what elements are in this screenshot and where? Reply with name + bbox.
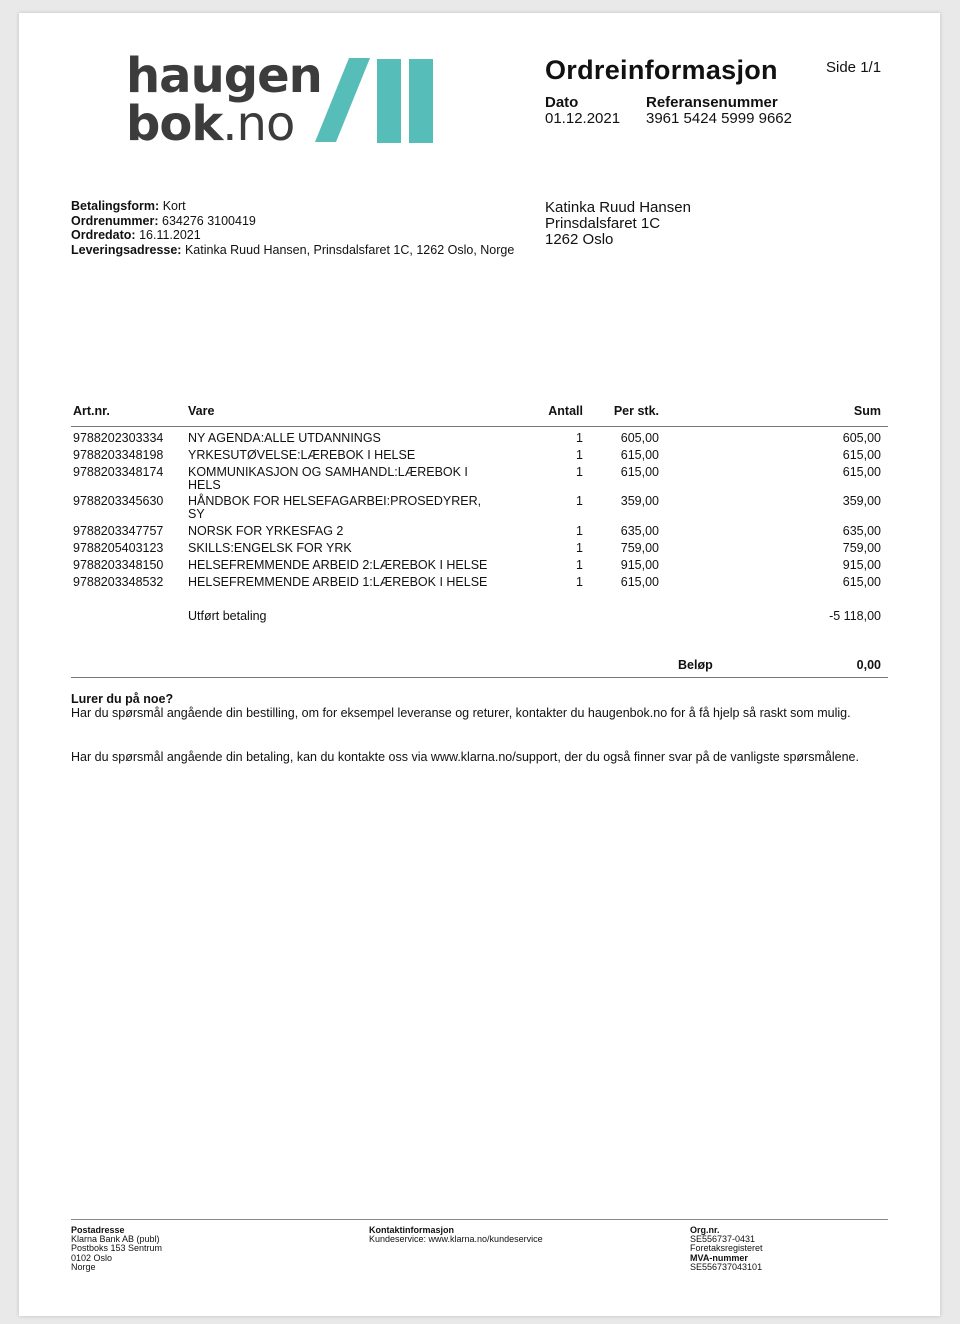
reference-value: 3961 5424 5999 9662 (646, 110, 792, 127)
delivery-address-label: Leveringsadresse: (71, 243, 182, 258)
cell-sum: 759,00 (842, 541, 881, 555)
recipient-address (545, 200, 691, 248)
col-header-unit: Per stk. (613, 404, 659, 418)
cell-sum: 615,00 (842, 575, 881, 589)
order-number-value: 634276 3100419 (162, 213, 256, 228)
footer-divider (71, 1219, 888, 1220)
amount-label: Beløp (678, 658, 713, 672)
cell-sum: 359,00 (842, 494, 881, 508)
cell-qty: 1 (576, 465, 583, 479)
date-value: 01.12.2021 (545, 110, 621, 127)
cell-sum: 615,00 (842, 448, 881, 462)
order-date-label: Ordredato: (71, 228, 136, 243)
recipient-name: Katinka Ruud Hansen (545, 199, 691, 216)
footer-postal-line: 0102 Oslo (71, 1252, 113, 1263)
help-paragraph-payment: Har du spørsmål angående din betaling, kan du kontakte oss via www.klarna.no/support, der du også finner svar på de vanligste spørsmålene. (71, 750, 859, 764)
table-header-divider (71, 426, 888, 427)
cell-unit: 759,00 (620, 541, 659, 555)
cell-qty: 1 (576, 431, 583, 445)
order-date-line (71, 228, 521, 243)
recipient-city: 1262 Oslo (545, 231, 614, 248)
date-label: Dato (545, 94, 579, 111)
footer-postal-label: Postadresse (71, 1225, 125, 1235)
footer-vat-value: SE556737043101 (690, 1261, 763, 1272)
cell-item: HELSEFREMMENDE ARBEID 2:LÆREBOK I HELSE (188, 558, 488, 572)
brand-logo-domain: .no (222, 96, 295, 152)
document-page (19, 13, 940, 1316)
cell-art: 9788203345630 (73, 494, 164, 508)
cell-unit: 615,00 (620, 465, 659, 479)
delivery-address-value: Katinka Ruud Hansen, Prinsdalsfaret 1C, 1262 Oslo, Norge (184, 243, 515, 258)
cell-item: YRKESUTØVELSE:LÆREBOK I HELSE (188, 448, 416, 462)
brand-logo-text-line2 (126, 96, 295, 152)
footer-postal (71, 1226, 162, 1272)
brand-logo-mark (315, 56, 441, 146)
cell-art: 9788203348198 (73, 448, 164, 462)
payment-value: -5 118,00 (829, 609, 881, 623)
cell-art: 9788202303334 (73, 431, 164, 445)
order-date-value: 16.11.2021 (139, 228, 201, 243)
cell-art: 9788203348174 (73, 465, 164, 479)
cell-unit: 359,00 (620, 494, 659, 508)
cell-qty: 1 (576, 494, 583, 508)
cell-item: KOMMUNIKASJON OG SAMHANDL:LÆREBOK I HELS (188, 465, 468, 492)
cell-qty: 1 (576, 524, 583, 538)
cell-art: 9788203348150 (73, 558, 164, 572)
cell-sum: 635,00 (842, 524, 881, 538)
cell-item: HÅNDBOK FOR HELSEFAGARBEI:PROSEDYRER, SY (188, 494, 482, 521)
cell-sum: 615,00 (842, 465, 881, 479)
footer-org-value: SE556737-0431 (690, 1234, 756, 1245)
amount-value: 0,00 (856, 658, 881, 672)
cell-unit: 615,00 (620, 448, 659, 462)
order-number-line (71, 214, 521, 229)
cell-item: SKILLS:ENGELSK FOR YRK (188, 541, 352, 555)
cell-qty: 1 (576, 448, 583, 462)
reference-label: Referansenummer (646, 94, 778, 111)
col-header-qty: Antall (548, 404, 583, 418)
cell-item: NORSK FOR YRKESFAG 2 (188, 524, 344, 538)
recipient-street: Prinsdalsfaret 1C (545, 215, 661, 232)
help-heading: Lurer du på noe? (71, 692, 174, 706)
cell-qty: 1 (576, 541, 583, 555)
col-header-item: Vare (188, 404, 215, 418)
footer-postal-line: Postboks 153 Sentrum (71, 1243, 163, 1254)
cell-art: 9788205403123 (73, 541, 164, 555)
payment-method-line (71, 199, 521, 214)
amount-divider (71, 677, 888, 678)
col-header-sum: Sum (853, 404, 881, 418)
document-title: Ordreinformasjon (545, 55, 778, 85)
cell-sum: 915,00 (842, 558, 881, 572)
payment-label: Utført betaling (188, 609, 267, 623)
help-paragraph-order: Har du spørsmål angående din bestilling, om for eksempel leveranse og returer, kontakter du haugenbok.no for å få hjelp så raskt som mulig. (71, 706, 851, 720)
page-indicator: Side 1/1 (826, 59, 882, 76)
order-number-label: Ordrenummer: (71, 213, 159, 228)
cell-item: HELSEFREMMENDE ARBEID 1:LÆREBOK I HELSE (188, 575, 488, 589)
footer-org (690, 1226, 763, 1272)
cell-unit: 915,00 (620, 558, 659, 572)
payment-method-value: Kort (162, 199, 186, 213)
footer-postal-line: Klarna Bank AB (publ) (71, 1234, 160, 1245)
footer-org-sub: Foretaksregisteret (690, 1243, 763, 1254)
footer-contact-label: Kontaktinformasjon (369, 1225, 455, 1235)
cell-unit: 605,00 (620, 431, 659, 445)
brand-logo-main: bok (126, 96, 223, 152)
cell-art: 9788203347757 (73, 524, 164, 538)
footer-contact (369, 1226, 543, 1244)
cell-qty: 1 (576, 558, 583, 572)
cell-unit: 615,00 (620, 575, 659, 589)
cell-item: NY AGENDA:ALLE UTDANNINGS (188, 431, 381, 445)
footer-postal-line: Norge (71, 1261, 96, 1272)
cell-qty: 1 (576, 575, 583, 589)
footer-org-label: Org.nr. (690, 1225, 720, 1235)
cell-unit: 635,00 (620, 524, 659, 538)
cell-art: 9788203348532 (73, 575, 164, 589)
delivery-address-line (71, 243, 521, 258)
footer-vat-label: MVA-nummer (690, 1252, 748, 1263)
brand-logo-text-line1: haugen (126, 48, 322, 104)
footer-contact-line: Kundeservice: www.klarna.no/kundeservice (369, 1234, 543, 1245)
payment-method-label: Betalingsform: (71, 199, 160, 213)
cell-sum: 605,00 (842, 431, 881, 445)
col-header-art: Art.nr. (73, 404, 110, 418)
order-info-block (71, 199, 521, 258)
